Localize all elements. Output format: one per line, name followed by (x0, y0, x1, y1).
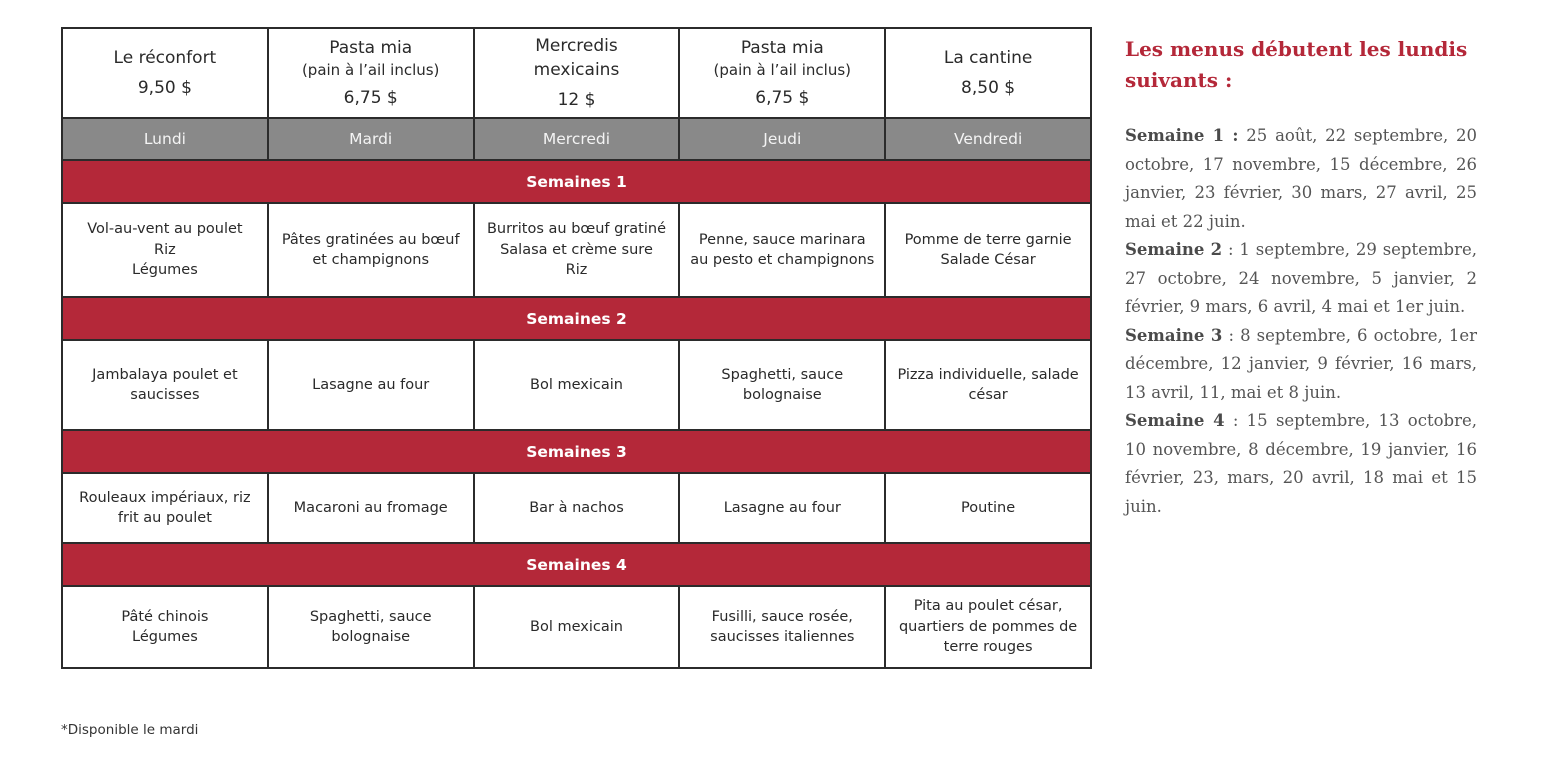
dish-cell (885, 586, 1091, 668)
dish-line: Salasa et crème sure (500, 241, 653, 258)
dish-cell (268, 586, 474, 668)
week-label: Semaine 1 : (1125, 126, 1239, 145)
dish-line: Bol mexicain (530, 376, 623, 393)
week-band-row (62, 160, 1091, 203)
week-label: Semaine 2 (1125, 240, 1223, 259)
price-header-cell (679, 28, 885, 118)
dish-row (62, 473, 1091, 543)
dish-cell (679, 586, 885, 668)
dish-cell (474, 340, 680, 430)
week-dates: : 8 septembre, 6 octobre, 1er décembre, 12 janvier, 9 février, 16 mars, 13 avril, 11, mai et 8 juin. (1125, 325, 1477, 402)
dish-line: Bol mexicain (530, 618, 623, 635)
dish-line: saucisses italiennes (710, 629, 855, 645)
dish-line: Jambalaya poulet et (92, 366, 238, 383)
dish-line: Riz (154, 241, 176, 258)
dish-line: Penne, sauce marinara (698, 231, 866, 248)
schedule-title: Les menus débutent les lundis suivants : (1125, 37, 1468, 92)
price-header-cell (62, 28, 268, 118)
dish-line: au pesto et champignons (690, 252, 875, 268)
day-header-lundi: Lundi (62, 118, 268, 160)
day-header-jeudi: Jeudi (679, 118, 885, 160)
week-dates: : 15 septembre, 13 octobre, 10 novembre, 8 décembre, 19 janvier, 16 février, 23, mars, 20 avril, 18 mai et 15 juin. (1125, 411, 1477, 516)
dish-line: Riz (565, 262, 588, 279)
dish-line: Pita au poulet césar, (913, 598, 1063, 615)
dish-row (62, 340, 1091, 430)
dish-line: saucisses (130, 387, 200, 403)
dish-cell (62, 586, 268, 668)
dish-line: Légumes (132, 629, 198, 645)
menu-price: 6,75 $ (343, 88, 398, 108)
dish-line: Pomme de terre garnie (904, 231, 1072, 248)
dish-line: Fusilli, sauce rosée, (711, 608, 853, 625)
menu-price: 8,50 $ (961, 78, 1016, 98)
schedule-week-1 (1125, 122, 1477, 236)
menu-price: 12 $ (557, 90, 596, 110)
menu-price: 9,50 $ (137, 78, 192, 98)
week-band-label: Semaines 2 (62, 297, 1091, 340)
price-header-cell (885, 28, 1091, 118)
dish-line: bolognaise (331, 629, 411, 645)
menu-name: Mercredis (535, 36, 618, 56)
day-header-mercredi: Mercredi (474, 118, 680, 160)
week-label: Semaine 4 (1125, 411, 1225, 430)
footnote: *Disponible le mardi (61, 722, 199, 738)
dish-cell (62, 203, 268, 297)
week-band-row (62, 430, 1091, 473)
dish-line: Bar à nachos (529, 499, 624, 516)
day-header-mardi: Mardi (268, 118, 474, 160)
dish-cell (679, 340, 885, 430)
dish-cell (474, 473, 680, 543)
schedule-list (1125, 122, 1477, 521)
dish-cell (62, 340, 268, 430)
menu-table (61, 27, 1092, 669)
dish-cell (268, 473, 474, 543)
dish-line: Vol-au-vent au poulet (87, 221, 243, 238)
dish-cell (679, 203, 885, 297)
day-header-row (62, 118, 1091, 160)
schedule-week-3 (1125, 322, 1477, 408)
dish-cell (679, 473, 885, 543)
schedule-panel (1125, 34, 1477, 521)
dish-cell (474, 203, 680, 297)
dish-line: Lasagne au four (723, 499, 841, 516)
dish-cell (885, 340, 1091, 430)
week-band-label: Semaines 1 (62, 160, 1091, 203)
dish-line: quartiers de pommes de (898, 618, 1078, 635)
week-band-row (62, 297, 1091, 340)
menu-subtitle: (pain à l’ail inclus) (713, 61, 852, 79)
price-header-row (62, 28, 1091, 118)
dish-cell (268, 340, 474, 430)
dish-line: terre rouges (943, 639, 1033, 656)
menu-name: La cantine (943, 48, 1033, 68)
schedule-week-2 (1125, 236, 1477, 322)
dish-line: et champignons (312, 252, 430, 268)
dish-line: Burritos au bœuf gratiné (486, 221, 667, 238)
week-band-label: Semaines 4 (62, 543, 1091, 586)
dish-cell (885, 473, 1091, 543)
dish-line: Pizza individuelle, salade (897, 366, 1079, 383)
dish-line: césar (968, 387, 1008, 403)
menu-name: Le réconfort (113, 48, 217, 68)
menu-subtitle: mexicains (533, 60, 620, 80)
price-header-cell (474, 28, 680, 118)
menu-subtitle: (pain à l’ail inclus) (301, 61, 440, 79)
dish-line: Spaghetti, sauce (721, 366, 844, 383)
dish-cell (474, 586, 680, 668)
dish-line: Pâtes gratinées au bœuf (281, 231, 460, 248)
menu-price: 6,75 $ (755, 88, 810, 108)
dish-cell (62, 473, 268, 543)
dish-line: Poutine (961, 499, 1016, 516)
week-band-row (62, 543, 1091, 586)
dish-line: frit au poulet (117, 510, 212, 526)
dish-cell (885, 203, 1091, 297)
schedule-week-4 (1125, 407, 1477, 521)
day-header-vendredi: Vendredi (885, 118, 1091, 160)
week-band-label: Semaines 3 (62, 430, 1091, 473)
menu-name: Pasta mia (740, 38, 824, 58)
dish-line: Légumes (132, 262, 198, 279)
week-label: Semaine 3 (1125, 325, 1223, 345)
dish-cell (268, 203, 474, 297)
dish-line: Lasagne au four (312, 376, 430, 393)
price-header-cell (268, 28, 474, 118)
week-dates: 25 août, 22 septembre, 20 octobre, 17 novembre, 15 décembre, 26 janvier, 23 février, 30 mars, 27 avril, 25 mai et 22 juin. (1125, 126, 1477, 231)
week-dates: : 1 septembre, 29 septembre, 27 octobre, 24 novembre, 5 janvier, 2 février, 9 mars, 6 avril, 4 mai et 1er juin. (1125, 240, 1477, 316)
dish-row (62, 586, 1091, 668)
dish-line: Macaroni au fromage (293, 499, 448, 516)
dish-line: bolognaise (742, 387, 822, 403)
dish-row (62, 203, 1091, 297)
menu-name: Pasta mia (329, 38, 413, 58)
dish-line: Rouleaux impériaux, riz (79, 489, 251, 506)
menu-table-container (61, 27, 1092, 669)
dish-line: Salade César (940, 252, 1036, 268)
dish-line: Spaghetti, sauce (309, 608, 432, 625)
dish-line: Pâté chinois (121, 608, 209, 625)
